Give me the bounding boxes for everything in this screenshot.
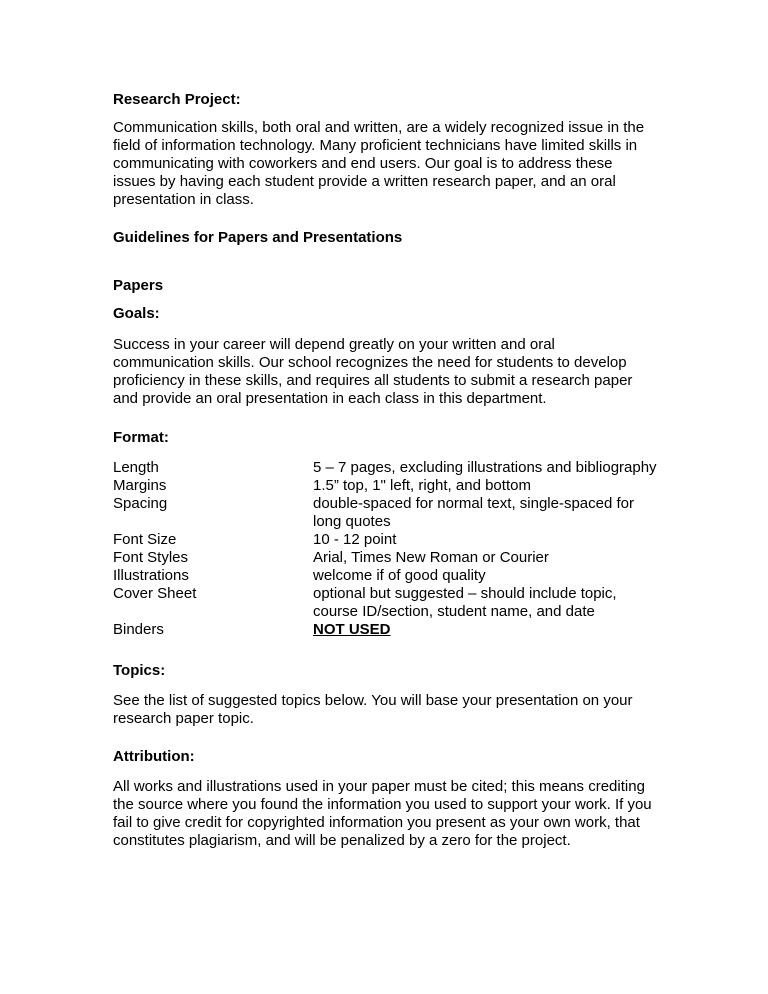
goals-paragraph: Success in your career will depend greatly on your written and oral communication skills. Our school recognizes the need for students to develop proficiency in these skills, and requires all students to submit a research paper and provide an oral presentation in each class in this department. bbox=[113, 336, 633, 407]
format-row-binders bbox=[113, 621, 658, 639]
format-value: double-spaced for normal text, single-spaced for long quotes bbox=[313, 495, 635, 530]
format-value: 5 – 7 pages, excluding illustrations and bibliography bbox=[313, 459, 657, 476]
format-row-cover-sheet bbox=[113, 585, 658, 621]
format-value: Arial, Times New Roman or Courier bbox=[313, 549, 549, 566]
format-label: Spacing bbox=[113, 495, 168, 512]
document-page bbox=[113, 88, 658, 850]
format-label: Font Size bbox=[113, 531, 177, 548]
format-value: 1.5” top, 1" left, right, and bottom bbox=[313, 477, 531, 494]
topics-heading: Topics: bbox=[113, 662, 166, 679]
format-value-not-used: NOT USED bbox=[313, 621, 391, 638]
format-label: Cover Sheet bbox=[113, 585, 197, 602]
format-value: welcome if of good quality bbox=[313, 567, 486, 584]
format-row-font-size bbox=[113, 531, 658, 549]
intro-paragraph: Communication skills, both oral and written, are a widely recognized issue in the field of information technology. Many proficient technicians have limited skills in communicating with coworkers and end users. Our goal is to address these issues by having each student provide a written research paper, and an oral presentation in class. bbox=[113, 119, 645, 208]
format-table bbox=[113, 459, 658, 639]
goals-heading: Goals: bbox=[113, 305, 160, 322]
format-label: Length bbox=[113, 459, 159, 476]
format-value: optional but suggested – should include topic, course ID/section, student name, and date bbox=[313, 585, 617, 620]
attribution-paragraph: All works and illustrations used in your paper must be cited; this means crediting the source where you found the information you used to support your work. If you fail to give credit for copyrighted information you present as your own work, that constitutes plagiarism, and will be penalized by a zero for the project. bbox=[113, 778, 652, 849]
format-row-margins bbox=[113, 477, 658, 495]
format-row-spacing bbox=[113, 495, 658, 531]
format-value: 10 - 12 point bbox=[313, 531, 397, 548]
format-heading: Format: bbox=[113, 429, 169, 446]
format-row-illustrations bbox=[113, 567, 658, 585]
format-row-length bbox=[113, 459, 658, 477]
attribution-heading: Attribution: bbox=[113, 748, 195, 765]
research-project-heading: Research Project: bbox=[113, 91, 241, 108]
papers-heading: Papers bbox=[113, 277, 164, 294]
topics-paragraph: See the list of suggested topics below. You will base your presentation on your research paper topic. bbox=[113, 692, 633, 727]
format-label: Binders bbox=[113, 621, 164, 638]
format-label: Font Styles bbox=[113, 549, 189, 566]
format-row-font-styles bbox=[113, 549, 658, 567]
format-label: Illustrations bbox=[113, 567, 189, 584]
guidelines-heading: Guidelines for Papers and Presentations bbox=[113, 229, 403, 246]
format-label: Margins bbox=[113, 477, 167, 494]
